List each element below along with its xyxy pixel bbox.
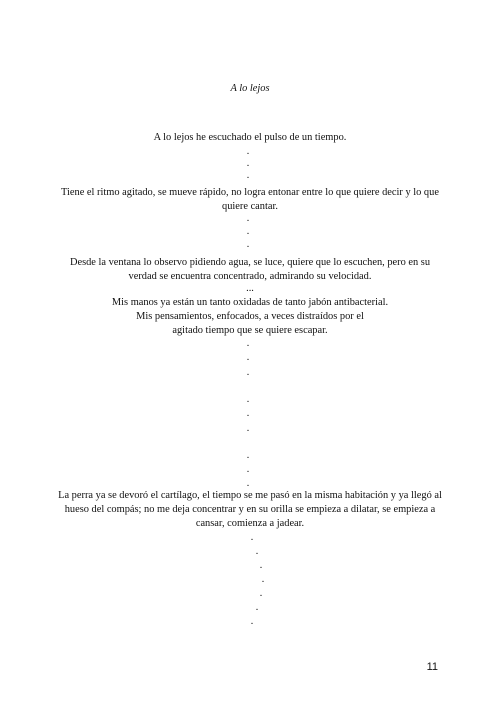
poem-line: Tiene el ritmo agitado, se mueve rápido, no logra entonar entre lo que quiere decir y lo que bbox=[61, 187, 439, 198]
ellipsis-dot: . bbox=[246, 352, 250, 363]
poem-line: hueso del compás; no me deja concentrar y en su orilla se empieza a dilatar, se empieza a bbox=[64, 504, 436, 515]
poem-line: agitado tiempo que se quiere escapar. bbox=[172, 325, 328, 336]
poem-line: La perra ya se devoró el cartílago, el tiempo se me pasó en la misma habitación y ya llegó al bbox=[58, 490, 442, 501]
poem-ellipsis: ... bbox=[246, 283, 254, 294]
ellipsis-dot: . bbox=[255, 602, 259, 613]
ellipsis-dot: . bbox=[246, 226, 250, 237]
ellipsis-dot: . bbox=[246, 464, 250, 475]
ellipsis-dot: . bbox=[246, 450, 250, 461]
ellipsis-dot: . bbox=[255, 546, 259, 557]
poem-line: verdad se encuentra concentrado, admirando su velocidad. bbox=[128, 271, 372, 282]
ellipsis-dot: . bbox=[259, 588, 263, 599]
poem-line: Mis pensamientos, enfocados, a veces distraídos por el bbox=[136, 311, 364, 322]
ellipsis-dot: . bbox=[246, 394, 250, 405]
ellipsis-dot: . bbox=[246, 423, 250, 434]
ellipsis-dot: . bbox=[246, 146, 250, 157]
ellipsis-dot: . bbox=[246, 338, 250, 349]
ellipsis-dot: . bbox=[261, 574, 265, 585]
ellipsis-dot: . bbox=[246, 213, 250, 224]
ellipsis-dot: . bbox=[246, 239, 250, 250]
poem-line: Desde la ventana lo observo pidiendo agua, se luce, quiere que lo escuchen, pero en su bbox=[69, 257, 431, 268]
ellipsis-dot: . bbox=[246, 408, 250, 419]
poem-line: Mis manos ya están un tanto oxidadas de tanto jabón antibacterial. bbox=[111, 297, 389, 308]
poem-line: A lo lejos he escuchado el pulso de un tiempo. bbox=[153, 132, 347, 143]
poem-line: cansar, comienza a jadear. bbox=[195, 518, 305, 529]
ellipsis-dot: . bbox=[250, 532, 254, 543]
ellipsis-dot: . bbox=[246, 158, 250, 169]
ellipsis-dot: . bbox=[246, 367, 250, 378]
ellipsis-dot: . bbox=[246, 170, 250, 181]
ellipsis-dot: . bbox=[246, 478, 250, 489]
ellipsis-dot: . bbox=[259, 560, 263, 571]
poem-title: A lo lejos bbox=[230, 83, 270, 94]
ellipsis-dot: . bbox=[250, 616, 254, 627]
page-number: 11 bbox=[426, 661, 438, 673]
poem-line: quiere cantar. bbox=[222, 201, 278, 212]
